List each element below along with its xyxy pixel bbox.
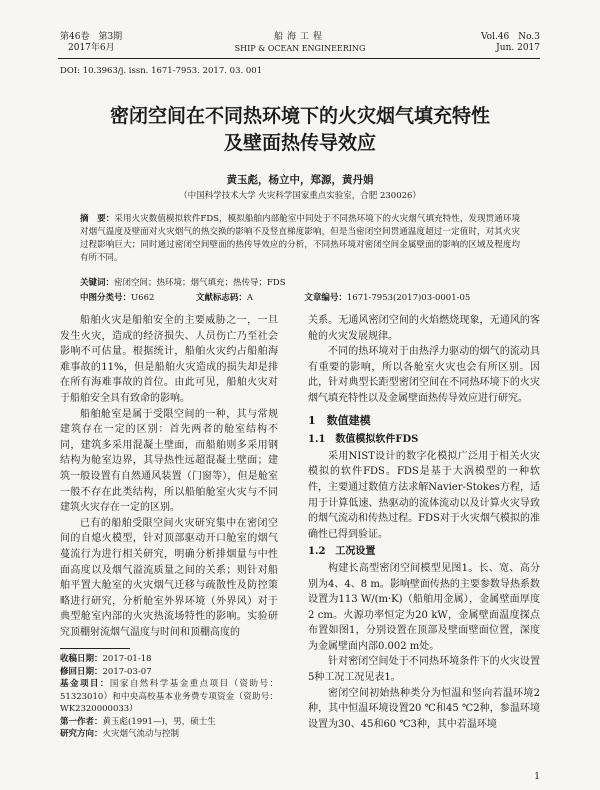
affiliation: （中国科学技术大学 火灾科学国家重点实验室，合肥 230026） (179, 191, 421, 201)
body-paragraph: 关系。无通风密闭空间的火焰燃烧现象，无通风的客舱的火灾发展规律。 (308, 315, 540, 342)
body-paragraph: 不同的热环境对于由热浮力驱动的烟气的流动具有重要的影响，所以各舱室火灾也会有所区别。因此，针对典型长距型密闭空间在不同热环境下的火灾烟气填充特性以及金属壁面热传导效应进行研究。 (308, 346, 540, 404)
subsection-heading: 1.2 工况设置 (308, 546, 376, 558)
body-paragraph: 船舶火灾是船舶安全的主要威胁之一，一旦发生火灾，造成的经济损失、人员伤亡乃至社会影响不可估量。根据统计，船舶火灾约占船舶海难事故的11%，但是船舶火灾造成的损失却是排在所有海难事故的首位。由此可见，船舶火灾对于船舶安全具有致命的影响。 (60, 315, 278, 404)
clc-label: 中图分类号： (80, 293, 132, 303)
header-right (481, 32, 540, 54)
doi: DOI: 10.3963/j. issn. 1671-7953. 2017. 03. 001 (60, 66, 263, 76)
doc-code-label: 文献标志码： (195, 293, 247, 303)
right-column (308, 313, 540, 771)
authors: 黄玉彪，杨立中，郑源，黄丹娟 (226, 174, 374, 186)
header-center (200, 32, 400, 54)
title-line-1: 密闭空间在不同热环境下的火灾烟气填充特性 (109, 105, 490, 127)
footnotes (60, 653, 278, 741)
header-date-en: Jun. 2017 (496, 43, 540, 53)
footnote-revised: 修回日期：2017-03-07 (60, 666, 152, 677)
clc-value: U662 (131, 293, 155, 303)
keywords (80, 277, 520, 290)
header-journal-en: SHIP & OCEAN ENGINEERING (234, 44, 366, 53)
body-paragraph: 构建长高型密闭空间模型见图1。长、宽、高分别为4、4、8 m。影响壁面传热的主要参数导热系数设置为113 W/(m·K)（船舶用金属），金属壁面厚度2 cm。火源功率恒定为20 kW，金属壁面温度探点布置如图1，分别设置在顶部及壁面壁面位置，深度为金属壁面内部0.002 m处。 (308, 562, 540, 652)
footnote-funding: 基金项目：国家自然科学基金重点项目（资助号：51323010）和中央高校基本业务费专项资金（资助号：WK2320000033） (60, 679, 278, 715)
footnote-rule (60, 648, 130, 649)
body-paragraph: 已有的船舶受限空间火灾研究集中在密闭空间的自熄火模型，针对顶部驱动开口舱室的烟气蔓流行为进行相关研究，明确分析排烟量与中性面高度以及烟气溢流质量之间的关系；则针对船舶平置大舱室的火灾烟气迁移与疏散性及防控策略进行研究，分析舱室外界环境（外界风）对于典型舱室内部的火灾热流场特性的影响。实验研究顶棚射流烟气温度与时间和顶棚高度的 (60, 517, 278, 638)
abstract (80, 213, 520, 265)
subsection-heading: 1.1 数值模拟软件FDS (308, 434, 419, 446)
article-no-label: 文章编号： (304, 293, 347, 303)
header-date-cn: 2017年6月 (68, 43, 115, 53)
header-rule (58, 58, 540, 59)
footnote-first-author: 第一作者：黄玉彪(1991—)，男，硕士生 (60, 716, 216, 727)
footnote-received: 收稿日期：2017-01-18 (60, 654, 152, 665)
header-vol-issue-cn: 第46卷 第3期 (60, 32, 123, 42)
doc-code-value: A (246, 293, 253, 303)
footnote-research: 研究方向：火灾烟气流动与控制 (60, 729, 180, 740)
page-number: 1 (534, 772, 540, 782)
header-journal-cn: 船海工程 (273, 32, 326, 42)
keywords-label: 关键词： (80, 278, 115, 288)
body-paragraph: 密闭空间初始热种类分为恒温和竖向若温环境2种，其中恒温环境设置20 ℃和45 ℃2种，参温环境设置为30、45和60 ℃3种，其中若温环境 (308, 687, 540, 730)
abstract-label: 摘 要： (80, 214, 115, 224)
abstract-text: 采用火灾数值模拟软件FDS，模拟船舶内部舱室中同处于不同热环境下的火灾烟气填充特性，发现贯通环境对烟气温度及壁面对火灾烟气的热交换的影响不及竖直梯度影响，但是当密闭空间贯通温度超过一定值时，对其火灾过程影响巨大；同时通过密闭空间壁面的热传导效应的分析，不同热环境对密闭空间金属壁面的影响的区域及程度均有所不同。 (80, 214, 520, 263)
header-left (60, 32, 122, 54)
body-paragraph: 采用NIST设计的数字化模拟广泛用于相关火灾模拟的软件FDS。FDS是基于大涡模型的一种软件，主要通过数值方法求解Navier-Stokes方程，适用于计算低速、热驱动的流体流动以及计算火灾导致的烟气流动和传热过程。FDS对于火灾烟气模拟的准确性已得到验证。 (308, 450, 540, 540)
body-paragraph: 船舶舱室是属于受限空间的一种，其与常规建筑存在一定的区别：首先两者的舱室结构不同，建筑多采用混凝土壁面，而船舶则多采用钢结构为舱室边界，其导热性远超混凝土壁面；建筑一般设置有自然通风装置（门窗等），但是舱室一般不存在此类结构，所以船舶舱室火灾与不同建筑火灾存在一定的区别。 (60, 408, 278, 514)
left-column (60, 313, 278, 779)
classification-line (80, 292, 520, 305)
title-line-2: 及壁面热传导效应 (223, 132, 376, 154)
section-heading: 1 数值建模 (308, 413, 371, 427)
article-no-value: 1671-7953(2017)03-0001-05 (346, 293, 471, 303)
keywords-text: 密闭空间；热环境；烟气填充；热传导；FDS (114, 278, 286, 288)
body-paragraph: 针对密闭空间处于不同热环境条件下的火灾设置5种工况工况见表1。 (308, 656, 540, 684)
header-vol-issue-en: Vol.46 No.3 (480, 32, 540, 42)
